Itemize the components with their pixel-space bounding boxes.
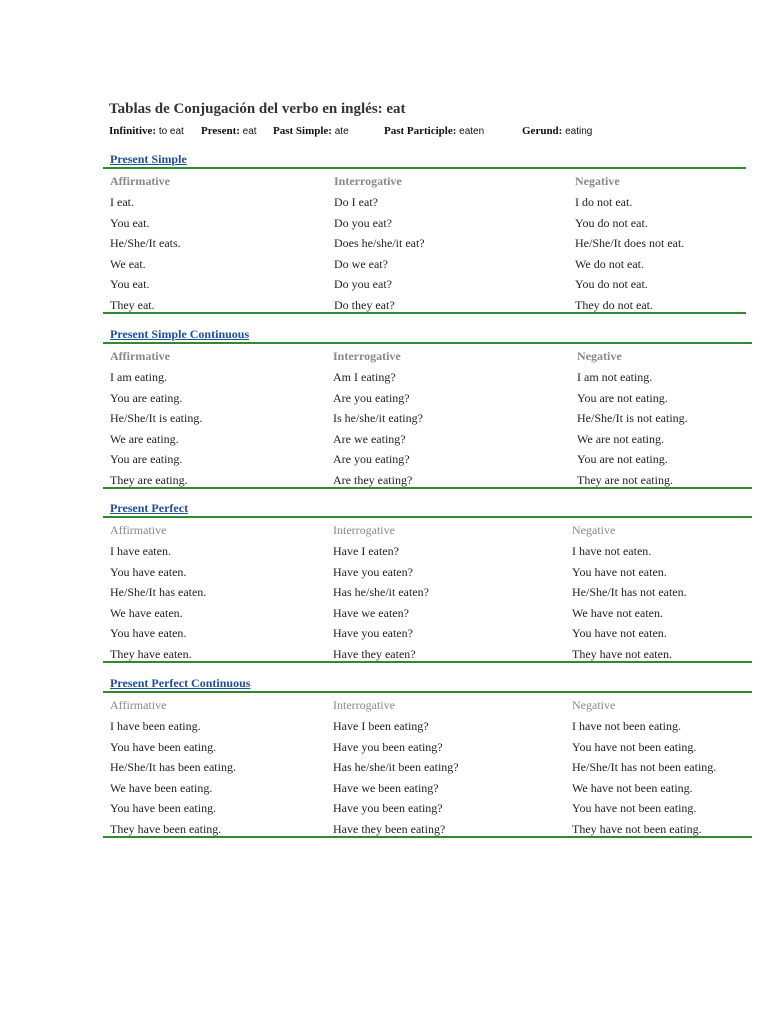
- form-label: Infinitive:: [109, 125, 157, 137]
- table-cell: I am not eating.: [577, 370, 653, 384]
- table-cell: They have eaten.: [110, 647, 192, 661]
- table-cell: They are eating.: [110, 473, 188, 487]
- section-top-rule: [103, 516, 752, 518]
- conjugation-section: [103, 325, 749, 495]
- table-cell: You have not been eating.: [572, 801, 697, 815]
- header-interrogative: Interrogative: [333, 349, 401, 363]
- conjugation-section: [103, 674, 749, 844]
- table-cell: I have eaten.: [110, 544, 171, 558]
- table-cell: You do not eat.: [575, 277, 648, 291]
- table-cell: We have been eating.: [110, 781, 213, 795]
- table-cell: Do I eat?: [334, 195, 378, 209]
- table-cell: He/She/It has eaten.: [110, 585, 207, 599]
- table-cell: Have they eaten?: [333, 647, 416, 661]
- table-cell: You eat.: [110, 277, 150, 291]
- header-negative: Negative: [575, 174, 620, 188]
- table-cell: I have not been eating.: [572, 719, 681, 733]
- form-label: Present:: [201, 125, 240, 137]
- table-cell: You are not eating.: [577, 391, 668, 405]
- table-cell: He/She/It is eating.: [110, 411, 203, 425]
- table-cell: Are they eating?: [333, 473, 413, 487]
- table-cell: You have eaten.: [110, 626, 187, 640]
- table-cell: Have you eaten?: [333, 565, 413, 579]
- table-cell: Do they eat?: [334, 298, 395, 312]
- table-cell: Are you eating?: [333, 452, 410, 466]
- table-cell: Have they been eating?: [333, 822, 446, 836]
- table-cell: Have you been eating?: [333, 740, 443, 754]
- table-cell: You have eaten.: [110, 565, 187, 579]
- header-interrogative: Interrogative: [333, 698, 395, 712]
- table-cell: I have not eaten.: [572, 544, 652, 558]
- table-cell: Have you eaten?: [333, 626, 413, 640]
- table-cell: You have not eaten.: [572, 565, 667, 579]
- table-cell: They are not eating.: [577, 473, 673, 487]
- table-cell: We are not eating.: [577, 432, 664, 446]
- header-affirmative: Affirmative: [110, 523, 167, 537]
- header-negative: Negative: [572, 523, 616, 537]
- header-affirmative: Affirmative: [110, 349, 170, 363]
- table-cell: You are eating.: [110, 391, 183, 405]
- table-cell: Are you eating?: [333, 391, 410, 405]
- document-title: Tablas de Conjugación del verbo en inglés: eat: [109, 101, 406, 117]
- form-value: ate: [334, 126, 349, 137]
- header-negative: Negative: [572, 698, 616, 712]
- section-title[interactable]: Present Simple: [110, 152, 187, 166]
- conjugation-section: [103, 150, 749, 320]
- table-cell: You have been eating.: [110, 740, 217, 754]
- table-cell: Has he/she/it been eating?: [333, 760, 459, 774]
- table-cell: They have been eating.: [110, 822, 222, 836]
- table-cell: We have eaten.: [110, 606, 183, 620]
- table-cell: Have I eaten?: [333, 544, 399, 558]
- form-label: Past Simple:: [273, 125, 332, 137]
- table-cell: You eat.: [110, 216, 150, 230]
- table-cell: Does he/she/it eat?: [334, 236, 425, 250]
- table-cell: Do we eat?: [334, 257, 388, 271]
- table-cell: Am I eating?: [333, 370, 396, 384]
- table-cell: You have been eating.: [110, 801, 217, 815]
- table-cell: I do not eat.: [575, 195, 633, 209]
- table-cell: You have not been eating.: [572, 740, 697, 754]
- table-cell: You do not eat.: [575, 216, 648, 230]
- table-cell: Do you eat?: [334, 277, 392, 291]
- table-cell: I eat.: [110, 195, 134, 209]
- table-cell: He/She/It has not eaten.: [572, 585, 687, 599]
- header-affirmative: Affirmative: [110, 698, 167, 712]
- section-top-rule: [103, 342, 752, 344]
- table-cell: We have not eaten.: [572, 606, 663, 620]
- table-cell: I am eating.: [110, 370, 167, 384]
- table-cell: They eat.: [110, 298, 155, 312]
- form-label: Past Participle:: [384, 125, 457, 137]
- table-cell: You are eating.: [110, 452, 183, 466]
- section-bottom-rule: [103, 661, 752, 663]
- form-value: eating: [565, 126, 593, 137]
- table-cell: Is he/she/it eating?: [333, 411, 423, 425]
- table-cell: We have not been eating.: [572, 781, 693, 795]
- form-gerund: [522, 125, 592, 137]
- table-cell: They have not been eating.: [572, 822, 702, 836]
- table-cell: We do not eat.: [575, 257, 645, 271]
- form-label: Gerund:: [522, 125, 563, 137]
- table-cell: Has he/she/it eaten?: [333, 585, 429, 599]
- section-top-rule: [103, 167, 746, 169]
- form-infinitive: [109, 125, 184, 137]
- table-cell: He/She/It has not been eating.: [572, 760, 717, 774]
- section-title[interactable]: Present Perfect Continuous: [110, 676, 251, 690]
- section-title[interactable]: Present Perfect: [110, 501, 189, 515]
- table-cell: They do not eat.: [575, 298, 653, 312]
- header-interrogative: Interrogative: [333, 523, 395, 537]
- table-cell: We are eating.: [110, 432, 179, 446]
- table-cell: He/She/It eats.: [110, 236, 181, 250]
- section-title[interactable]: Present Simple Continuous: [110, 327, 250, 341]
- table-cell: Have you been eating?: [333, 801, 443, 815]
- conjugation-section: [103, 499, 749, 669]
- section-bottom-rule: [103, 312, 746, 314]
- form-past-simple: [273, 125, 349, 137]
- form-value: eat: [242, 126, 257, 137]
- form-value: to eat: [158, 126, 184, 137]
- table-cell: They have not eaten.: [572, 647, 672, 661]
- table-cell: Do you eat?: [334, 216, 392, 230]
- table-cell: He/She/It is not eating.: [577, 411, 688, 425]
- table-cell: Are we eating?: [333, 432, 406, 446]
- table-cell: We eat.: [110, 257, 146, 271]
- table-cell: He/She/It does not eat.: [575, 236, 685, 250]
- form-past-participle: [384, 125, 484, 137]
- table-cell: I have been eating.: [110, 719, 201, 733]
- header-negative: Negative: [577, 349, 622, 363]
- table-cell: You have not eaten.: [572, 626, 667, 640]
- table-cell: Have we eaten?: [333, 606, 409, 620]
- table-cell: He/She/It has been eating.: [110, 760, 236, 774]
- section-bottom-rule: [103, 836, 752, 838]
- section-top-rule: [103, 691, 752, 693]
- table-cell: Have I been eating?: [333, 719, 429, 733]
- table-cell: You are not eating.: [577, 452, 668, 466]
- form-present: [201, 125, 257, 137]
- table-cell: Have we been eating?: [333, 781, 439, 795]
- header-affirmative: Affirmative: [110, 174, 170, 188]
- header-interrogative: Interrogative: [334, 174, 402, 188]
- section-bottom-rule: [103, 487, 752, 489]
- form-value: eaten: [459, 126, 485, 137]
